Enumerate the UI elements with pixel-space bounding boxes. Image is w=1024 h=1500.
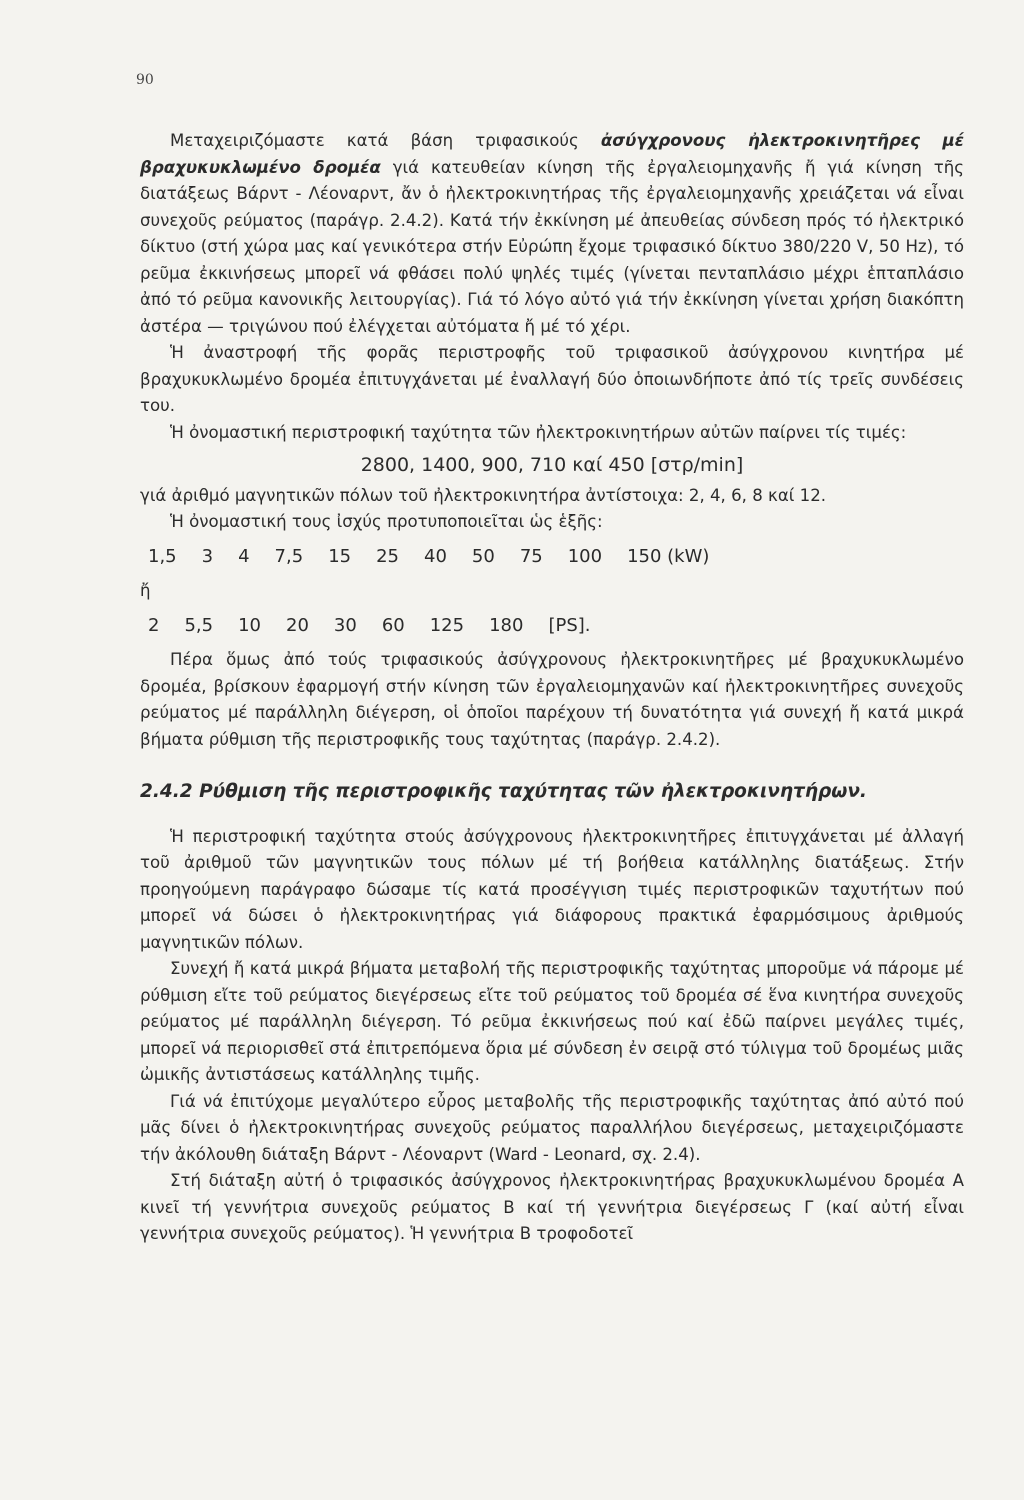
ps-value: 60 bbox=[381, 614, 405, 636]
intro-emphasis: ἀσύγχρονους ἠλεκτροκινητῆρες μέ βραχυκυκλωμένο δρομέα bbox=[140, 131, 964, 177]
paragraph-continuous-change: Συνεχή ἤ κατά μικρά βήματα μεταβολή τῆς περιστροφικῆς ταχύτητας μποροῦμε νά πάρομε μέ ρύθμιση εἴτε τοῦ ρεύματος διεγέρσεως εἴτε τοῦ ρεύματος τοῦ δρομέα σέ ἕνα κινητήρα συνεχοῦς ρεύματος μέ παράλληλη διέγερση. Τό ρεῦμα ἐκκινήσεως πού καί ἐδῶ παίρνει μεγάλες τιμές, μπορεῖ νά περιορισθεῖ στά ἐπιτρεπόμενα ὅρια μέ σύνδεση ἐν σειρᾷ στό τύλιγμα τοῦ δρομέως μιᾶς ὠμικῆς ἀντιστάσεως κατάλληλης τιμῆς. bbox=[140, 959, 964, 1084]
kw-value: 3 bbox=[201, 545, 214, 567]
power-ps-row bbox=[148, 613, 964, 640]
page-number: 90 bbox=[136, 72, 154, 88]
ps-value: 10 bbox=[238, 614, 261, 636]
kw-value: 25 bbox=[376, 545, 399, 567]
paragraph-power-intro: Ἡ ὀνομαστική τους ἰσχύς προτυποποιεῖται ὡς ἑξῆς: bbox=[170, 512, 603, 531]
ps-value: 20 bbox=[286, 614, 309, 636]
power-kw-row bbox=[148, 544, 964, 571]
ps-value: 30 bbox=[333, 614, 357, 636]
kw-value: 75 bbox=[519, 545, 543, 567]
paragraph-arrangement: Στή διάταξη αὐτή ὁ τριφασικός ἀσύγχρονος ἠλεκτροκινητήρας βραχυκυκλωμένου δρομέα Α κινεῖ τή γεννήτρια συνεχοῦς ρεύματος Β καί τή γεννήτρια διεγέρσεως Γ (καί αὐτή εἶναι γεννήτρια συνεχοῦς ρεύματος). Ἡ γεννήτρια Β τροφοδοτεῖ bbox=[140, 1171, 964, 1243]
kw-value: 15 bbox=[328, 545, 352, 567]
ps-value: 180 bbox=[489, 614, 524, 636]
speed-values-line: 2800, 1400, 900, 710 καί 450 [στρ/min] bbox=[360, 454, 744, 476]
paragraph-speed-intro: Ἡ ὀνομαστική περιστροφική ταχύτητα τῶν ἠλεκτροκινητήρων αὐτῶν παίρνει τίς τιμές: bbox=[170, 422, 907, 442]
kw-value: 7,5 bbox=[274, 545, 304, 567]
kw-value: 150 (kW) bbox=[627, 545, 710, 567]
kw-value: 1,5 bbox=[148, 545, 177, 567]
ps-value: 125 bbox=[429, 614, 465, 636]
kw-value: 100 bbox=[567, 545, 603, 567]
paragraph-ward-leonard: Γιά νά ἐπιτύχομε μεγαλύτερο εὖρος μεταβολῆς τῆς περιστροφικῆς ταχύτητας ἀπό αὐτό πού μᾶς δίνει ὁ ἠλεκτροκινητήρας συνεχοῦς ρεύματος παραλλήλου διεγέρσεως, μεταχειριζόμαστε τήν ἀκόλουθη διάταξη Βάρντ - Λέοναρντ (Ward - Leonard, σχ. 2.4). bbox=[140, 1091, 964, 1164]
paragraph-speed-regulation: Ἡ περιστροφική ταχύτητα στούς ἀσύγχρονους ἠλεκτροκινητῆρες ἐπιτυγχάνεται μέ ἀλλαγή τοῦ ἀριθμοῦ τῶν μαγνητικῶν τους πόλων μέ τή βοήθεια κατάλληλης διατάξεως. Στήν προηγούμενη παράγραφο δώσαμε τίς κατά προσέγγιση τιμές περιστροφικῶν ταχυτήτων πού μπορεῖ νά δώσει ὁ ἠλεκτροκινητήρας γιά διάφορους πρακτικά ἐφαρμόσιμους ἀριθμούς μαγνητικῶν πόλων. bbox=[140, 826, 964, 952]
intro-lead: Μεταχειριζόμαστε κατά βάση τριφασικούς bbox=[170, 131, 601, 150]
ps-value: 2 bbox=[148, 614, 160, 636]
paragraph-pole-numbers: γιά ἀριθμό μαγνητικῶν πόλων τοῦ ἠλεκτροκινητήρα ἀντίστοιχα: 2, 4, 6, 8 καί 12. bbox=[140, 485, 827, 505]
section-heading: 2.4.2 Ρύθμιση τῆς περιστροφικῆς ταχύτητας τῶν ἠλεκτροκινητήρων. bbox=[140, 781, 867, 802]
paragraph-intro bbox=[140, 128, 964, 340]
or-word: ἤ bbox=[140, 581, 151, 600]
intro-rest: γιά κατευθείαν κίνηση τῆς ἐργαλειομηχανῆς ἤ γιά κίνηση τῆς διατάξεως Βάρντ - Λέοναρντ, ἄν ὁ ἠλεκτροκινητήρας τῆς ἐργαλειομηχανῆς χρειάζεται νά εἶναι συνεχοῦς ρεύματος (παράγρ. 2.4.2). Κατά τήν ἐκκίνηση μέ ἀπευθείας σύνδεση πρός τό ἠλεκτρικό δίκτυο (στή χώρα μας καί γενικότερα στήν Εὐρώπη ἔχομε τριφασικό δίκτυο 380/220 V, 50 Hz), τό ρεῦμα ἐκκινήσεως μπορεῖ νά φθάσει πολύ ψηλές τιμές (γίνεται πενταπλάσιο μέχρι ἑπταπλάσιο ἀπό τό ρεῦμα κανονικῆς λειτουργίας). Γιά τό λόγο αὐτό γιά τήν ἐκκίνηση γίνεται χρήση διακόπτη ἀστέρα — τριγώνου πού ἐλέγχεται αὐτόματα ἤ μέ τό χέρι. bbox=[140, 157, 964, 336]
kw-value: 4 bbox=[238, 545, 250, 567]
page-body bbox=[140, 128, 964, 1248]
paragraph-reversal: Ἡ ἀναστροφή τῆς φορᾶς περιστροφῆς τοῦ τριφασικοῦ ἀσύγχρονου κινητήρα μέ βραχυκυκλωμένο δρομέα ἐπιτυγχάνεται μέ ἐναλλαγή δύο ὁποιωνδήποτε ἀπό τίς τρεῖς συνδέσεις του. bbox=[140, 343, 964, 415]
ps-value: [PS]. bbox=[548, 614, 591, 636]
kw-value: 50 bbox=[471, 545, 495, 567]
kw-value: 40 bbox=[424, 545, 447, 567]
paragraph-dc-motors: Πέρα ὅμως ἀπό τούς τριφασικούς ἀσύγχρονους ἠλεκτροκινητῆρες μέ βραχυκυκλωμένο δρομέα, βρίσκουν ἐφαρμογή στήν κίνηση τῶν ἐργαλειομηχανῶν καί ἠλεκτροκινητῆρες συνεχοῦς ρεύματος μέ παράλληλη διέγερση, οἱ ὁποῖοι παρέχουν τή δυνατότητα γιά συνεχή ἤ κατά μικρά βήματα ρύθμιση τῆς περιστροφικῆς τους ταχύτητας (παράγρ. 2.4.2). bbox=[140, 650, 964, 749]
ps-value: 5,5 bbox=[184, 614, 214, 636]
